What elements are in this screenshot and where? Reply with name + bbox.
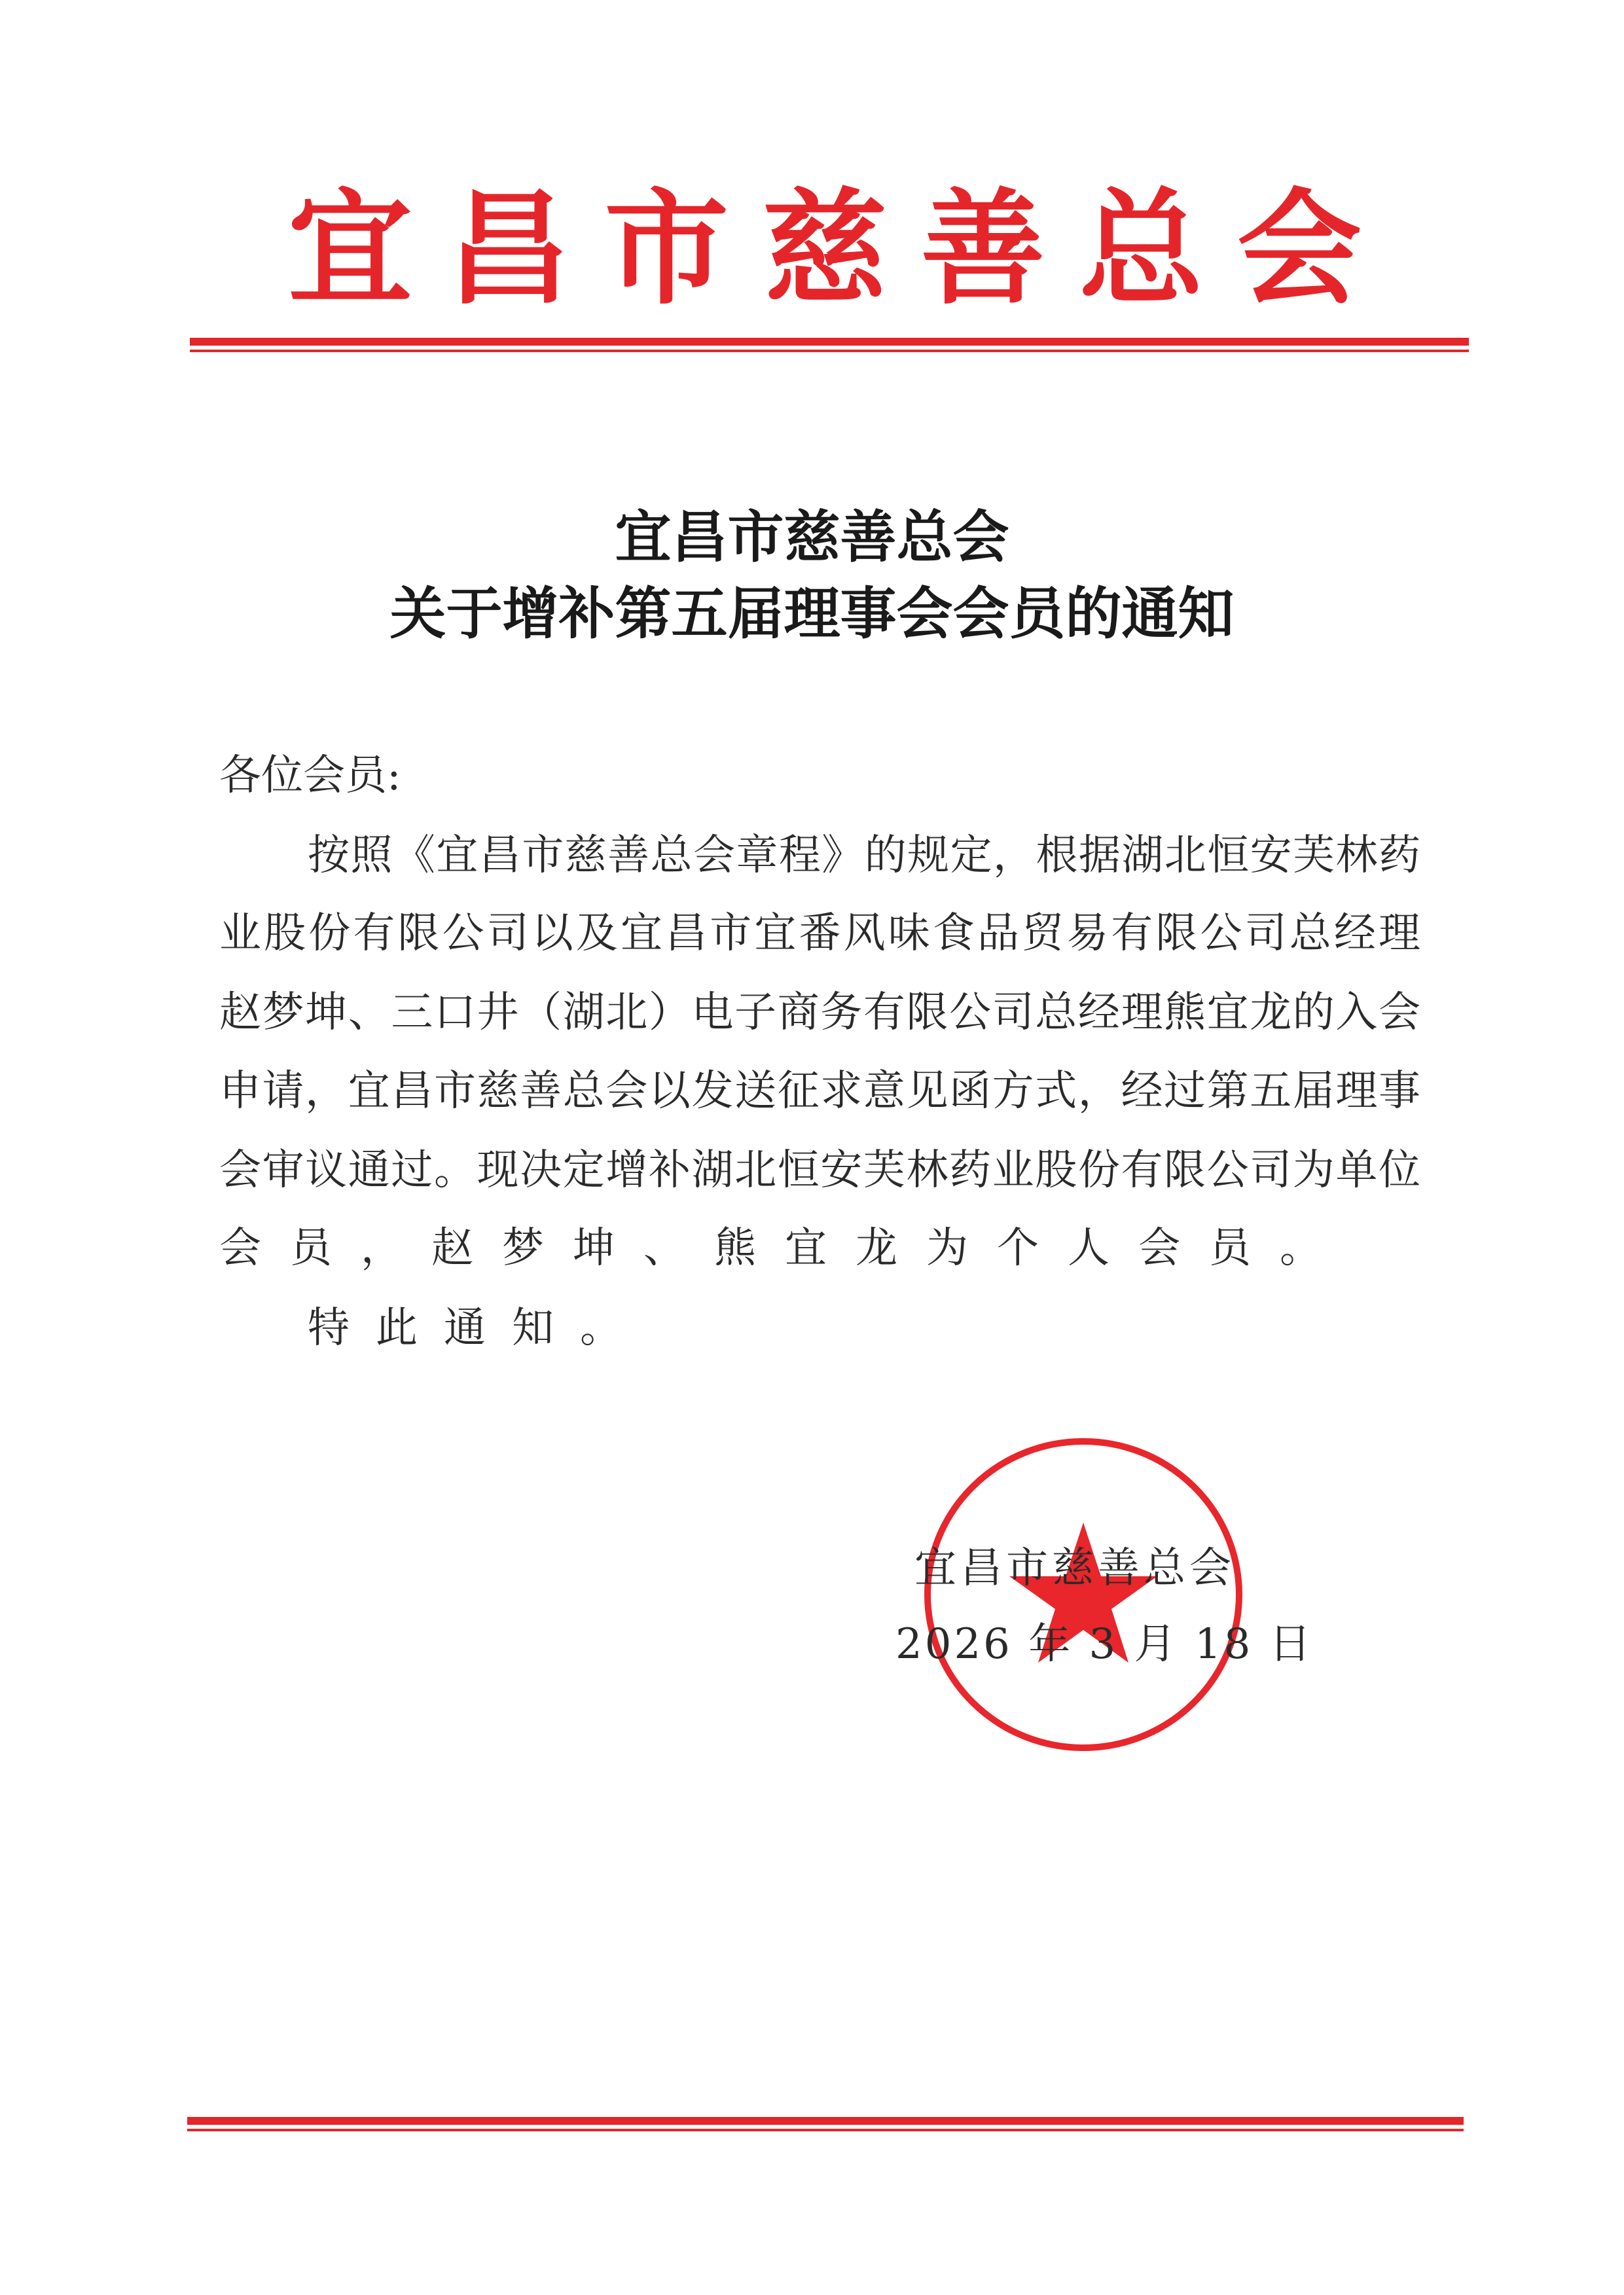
body-line: 申请，宜昌市慈善总会以发送征求意见函方式，经过第五届理事 [219,1067,1420,1115]
salutation: 各位会员: [219,751,401,800]
official-seal [916,1431,1250,1758]
masthead-char: 善 [920,175,1045,321]
footer-divider-thick [187,2117,1464,2125]
notice-title-line1: 宜昌市慈善总会 [615,504,1009,570]
masthead-char: 昌 [446,175,571,321]
masthead-char: 宜 [288,175,413,321]
masthead-char: 会 [1236,175,1362,321]
notice-title-line2: 关于增补第五届理事会会员的通知 [389,581,1235,647]
body-line: 会员，赵梦坤、熊宜龙为个人会员。 [219,1224,1350,1273]
masthead-title [288,177,1362,321]
masthead-char: 总 [1079,175,1204,321]
masthead-char: 市 [604,175,729,321]
footer-divider-thin [187,2129,1464,2131]
signature-org: 宜昌市慈善总会 [914,1544,1235,1593]
body-line: 会审议通过。现决定增补湖北恒安芙林药业股份有限公司为单位 [219,1146,1420,1195]
closing: 特此通知。 [308,1304,648,1352]
header-divider-thin [190,350,1469,352]
body-line: 业股份有限公司以及宜昌市宜番风味食品贸易有限公司总经理 [219,909,1420,958]
signature-date: 2026 年 3 月 18 日 [895,1620,1314,1669]
body-line: 赵梦坤、三口井（湖北）电子商务有限公司总经理熊宜龙的入会 [219,988,1420,1037]
body-line: 按照《宜昌市慈善总会章程》的规定，根据湖北恒安芙林药 [308,831,1420,880]
masthead-char: 慈 [762,175,887,321]
header-divider-thick [190,338,1469,346]
